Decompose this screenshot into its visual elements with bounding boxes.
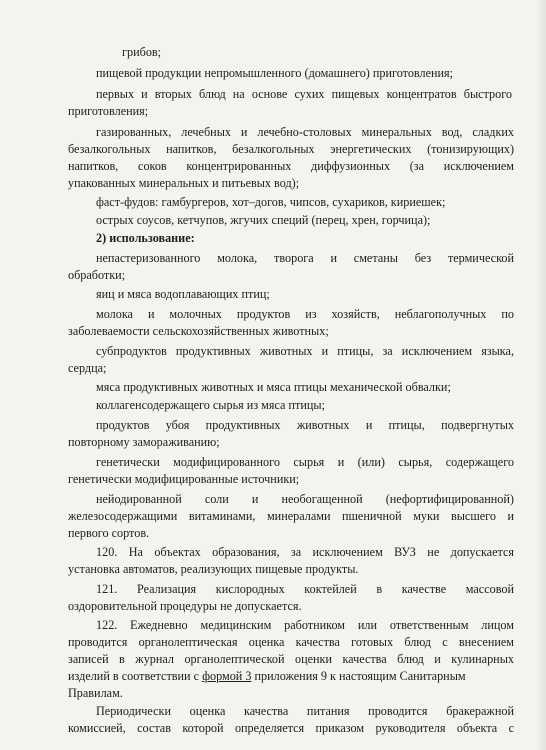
form-3-link[interactable]: формой 3 xyxy=(202,669,252,683)
page-edge-shadow xyxy=(536,0,546,750)
document-page: грибов; пищевой продукции непромышленного (домашнего) приготовления; первых и вторых блюд на основе сухих пищевых концентратов быстрого приготовления; газированных, лечебных и лечебно-столовых минеральных вод, сладких безалкогольных напитков, безалкогольных энергетических (тонизирующих) напитков, соков концентрированных диффузионных (за исключением упакованных минеральных и питьевых вод); фаст-фудов: гамбургеров, хот–догов, чипсов, сухариков, кириешек; острых соусов, кетчупов, жгучих специй (перец, хрен, горчица); 2) использование: непастеризованного молока, творога и сметаны без термической обработки; яиц и мяса водоплавающих птиц; молока и молочных продуктов из хозяйств, неблагополучных по заболеваемости сельскохозяйственных животных; субпродуктов продуктивных животных и птицы, за исключением языка, сердца; мяса продуктивных животных и мяса птицы механической обвалки; коллагенсодержащего сырья из мяса птицы; продуктов убоя продуктивных животных и птицы, подвергнутых повторному замораживанию; генетически модифицированного сырья и (или) сырья, содержащего генетически модифицированные источники; нейодированной соли и необогащенной (нефортифицированной) железосодержащими витаминами, минералами пшеничной муки высшего и первого сортов. 120. На объектах образования, за исключением ВУЗ не допускается установка автоматов, реализующих пищевые продукты. 121. Реализация кислородных коктейлей в качестве массовой оздоровительной процедуры не допускается. 122. Ежедневно медицинским работником или ответственным лицом проводится органолептическая оценка качества готовых блюд с внесением записей в журнал органолептической оценки качества блюд и кулинарных изделий в соответствии с формой 3 приложения 9 к настоящим Санитарным Правилам. Периодически оценка качества питания проводится бракеражной комиссией, состав которой определяется приказом руководителя объекта с xyxy=(0,0,546,750)
text-line: изделий в соответствии с формой 3 приложения 9 к настоящим Санитарным xyxy=(68,669,466,683)
